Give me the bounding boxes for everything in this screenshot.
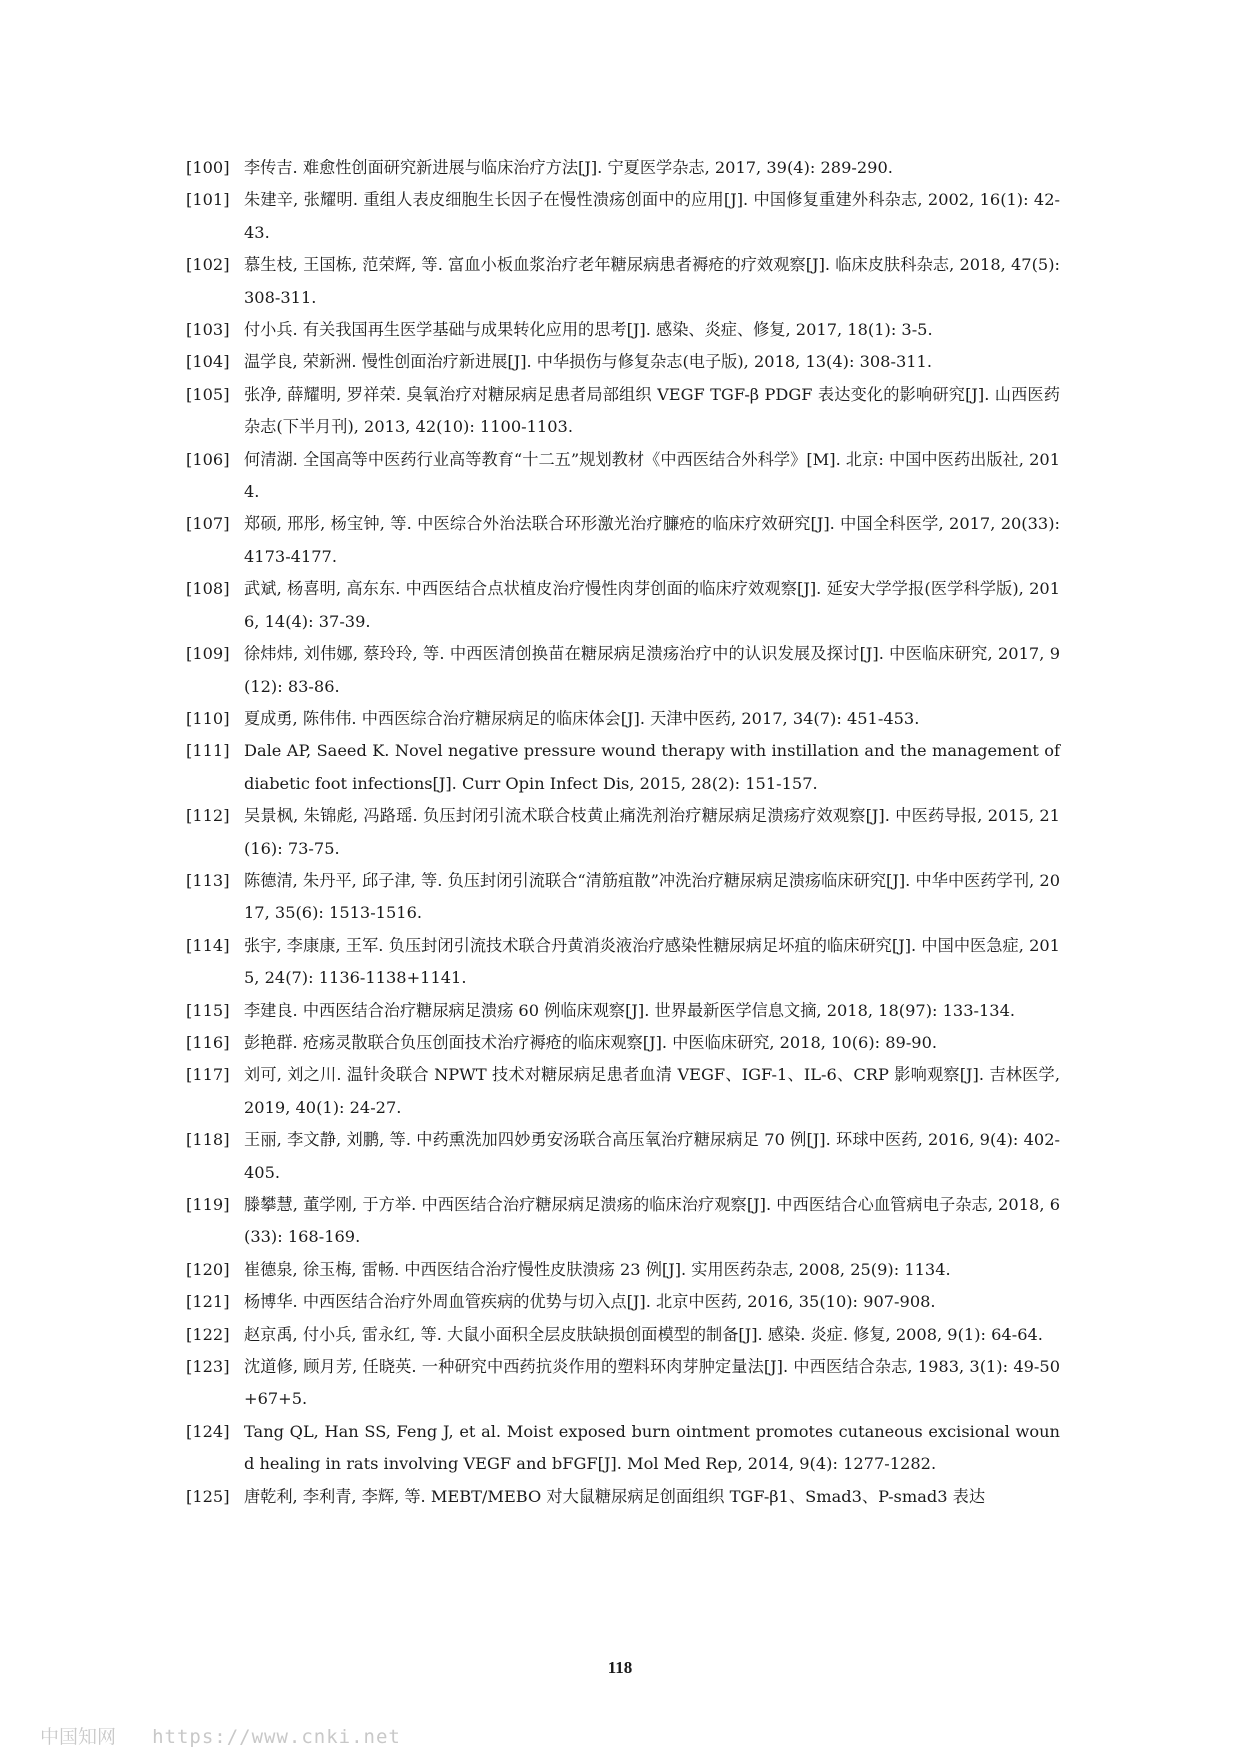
reference-text: 温学良, 荣新洲. 慢性创面治疗新进展[J]. 中华损伤与修复杂志(电子版), 2018, 13(4): 308-311. xyxy=(244,352,932,372)
reference-number: [123] xyxy=(186,1357,230,1377)
reference-item xyxy=(186,508,1060,573)
reference-text: 刘可, 刘之川. 温针灸联合 NPWT 技术对糖尿病足患者血清 VEGF、IGF-1、IL-6、CRP 影响观察[J]. 吉林医学, 2019, 40(1): 24-27. xyxy=(244,1065,1060,1117)
reference-item xyxy=(186,1124,1060,1189)
watermark xyxy=(40,1722,401,1749)
reference-text: 赵京禹, 付小兵, 雷永红, 等. 大鼠小面积全层皮肤缺损创面模型的制备[J]. 感染. 炎症. 修复, 2008, 9(1): 64-64. xyxy=(244,1324,1043,1344)
reference-text: 付小兵. 有关我国再生医学基础与成果转化应用的思考[J]. 感染、炎症、修复, 2017, 18(1): 3-5. xyxy=(244,320,933,340)
reference-number: [106] xyxy=(186,449,230,469)
reference-item xyxy=(186,379,1060,444)
reference-number: [111] xyxy=(186,741,230,761)
reference-number: [107] xyxy=(186,514,230,534)
reference-item xyxy=(186,1416,1060,1481)
reference-item xyxy=(186,865,1060,930)
reference-list xyxy=(186,152,1060,1513)
reference-number: [114] xyxy=(186,935,230,955)
reference-item xyxy=(186,1189,1060,1254)
reference-text: 朱建辛, 张耀明. 重组人表皮细胞生长因子在慢性溃疡创面中的应用[J]. 中国修复重建外科杂志, 2002, 16(1): 42-43. xyxy=(244,190,1060,242)
reference-text: 何清湖. 全国高等中医药行业高等教育“十二五”规划教材《中西医结合外科学》[M]. 北京: 中国中医药出版社, 2014. xyxy=(244,449,1060,502)
reference-number: [120] xyxy=(186,1259,230,1279)
reference-text: 滕攀慧, 董学刚, 于方举. 中西医结合治疗糖尿病足溃疡的临床治疗观察[J]. 中西医结合心血管病电子杂志, 2018, 6(33): 168-169. xyxy=(244,1195,1060,1247)
reference-number: [121] xyxy=(186,1292,230,1312)
reference-text: 徐炜炜, 刘伟娜, 蔡玲玲, 等. 中西医清创换苗在糖尿病足溃疡治疗中的认识发展及探讨[J]. 中医临床研究, 2017, 9(12): 83-86. xyxy=(244,644,1060,696)
reference-text: 李建良. 中西医结合治疗糖尿病足溃疡 60 例临床观察[J]. 世界最新医学信息文摘, 2018, 18(97): 133-134. xyxy=(244,1000,1016,1020)
reference-item xyxy=(186,800,1060,865)
reference-number: [119] xyxy=(186,1195,230,1214)
reference-item xyxy=(186,573,1060,638)
reference-text: 郑硕, 邢彤, 杨宝钟, 等. 中医综合外治法联合环形激光治疗臁疮的临床疗效研究[J]. 中国全科医学, 2017, 20(33): 4173-4177. xyxy=(244,514,1060,566)
reference-number: [118] xyxy=(186,1130,230,1150)
reference-item xyxy=(186,1286,1060,1318)
reference-number: [100] xyxy=(186,158,230,177)
reference-number: [125] xyxy=(186,1486,230,1506)
reference-item xyxy=(186,930,1060,995)
reference-number: [122] xyxy=(186,1324,230,1344)
reference-number: [115] xyxy=(186,1000,230,1020)
reference-item xyxy=(186,249,1060,314)
reference-item xyxy=(186,1059,1060,1124)
reference-item xyxy=(186,152,1060,184)
reference-text: 吴景枫, 朱锦彪, 冯路瑶. 负压封闭引流术联合枝黄止痛洗剂治疗糖尿病足溃疡疗效观察[J]. 中医药导报, 2015, 21(16): 73-75. xyxy=(244,806,1060,858)
reference-text: 彭艳群. 疮疡灵散联合负压创面技术治疗褥疮的临床观察[J]. 中医临床研究, 2018, 10(6): 89-90. xyxy=(244,1032,938,1052)
reference-item xyxy=(186,703,1060,735)
reference-number: [117] xyxy=(186,1065,230,1085)
reference-text: 唐乾利, 李利青, 李辉, 等. MEBT/MEBO 对大鼠糖尿病足创面组织 TGF-β1、Smad3、P-smad3 表达 xyxy=(244,1486,986,1506)
reference-number: [116] xyxy=(186,1032,230,1052)
reference-text: 杨博华. 中西医结合治疗外周血管疾病的优势与切入点[J]. 北京中医药, 2016, 35(10): 907-908. xyxy=(244,1292,936,1312)
reference-text: Dale AP, Saeed K. Novel negative pressure wound therapy with instillation and the management of diabetic foot infections[J]. Curr Opin Infect Dis, 2015, 28(2): 151-157. xyxy=(244,741,1060,793)
reference-item xyxy=(186,995,1060,1027)
reference-item xyxy=(186,1351,1060,1416)
reference-item xyxy=(186,346,1060,378)
reference-item xyxy=(186,638,1060,703)
reference-item xyxy=(186,1319,1060,1351)
reference-number: [110] xyxy=(186,708,230,728)
reference-item xyxy=(186,1027,1060,1059)
reference-number: [108] xyxy=(186,579,230,599)
reference-number: [101] xyxy=(186,190,230,210)
reference-item xyxy=(186,735,1060,800)
reference-item xyxy=(186,184,1060,249)
reference-text: 沈道修, 顾月芳, 任晓英. 一种研究中西药抗炎作用的塑料环肉芽肿定量法[J]. 中西医结合杂志, 1983, 3(1): 49-50+67+5. xyxy=(244,1357,1060,1409)
watermark-brand: 中国知网 xyxy=(40,1726,117,1748)
reference-number: [113] xyxy=(186,870,230,890)
reference-item xyxy=(186,1481,1060,1513)
reference-text: 崔德泉, 徐玉梅, 雷畅. 中西医结合治疗慢性皮肤溃疡 23 例[J]. 实用医药杂志, 2008, 25(9): 1134. xyxy=(244,1259,951,1279)
page-number: 118 xyxy=(607,1658,633,1677)
reference-text: 慕生枝, 王国栋, 范荣辉, 等. 富血小板血浆治疗老年糖尿病患者褥疮的疗效观察[J]. 临床皮肤科杂志, 2018, 47(5): 308-311. xyxy=(244,255,1060,307)
reference-number: [104] xyxy=(186,352,230,372)
reference-number: [102] xyxy=(186,255,230,275)
reference-text: 武斌, 杨喜明, 高东东. 中西医结合点状植皮治疗慢性肉芽创面的临床疗效观察[J]. 延安大学学报(医学科学版), 2016, 14(4): 37-39. xyxy=(244,579,1060,631)
reference-number: [124] xyxy=(186,1421,230,1441)
reference-text: 张净, 薛耀明, 罗祥荣. 臭氧治疗对糖尿病足患者局部组织 VEGF TGF-β PDGF 表达变化的影响研究[J]. 山西医药杂志(下半月刊), 2013, 42(10): 1100-1103. xyxy=(244,384,1060,437)
reference-item xyxy=(186,314,1060,346)
reference-text: 王丽, 李文静, 刘鹏, 等. 中药熏洗加四妙勇安汤联合高压氧治疗糖尿病足 70 例[J]. 环球中医药, 2016, 9(4): 402-405. xyxy=(244,1130,1060,1182)
reference-text: 夏成勇, 陈伟伟. 中西医综合治疗糖尿病足的临床体会[J]. 天津中医药, 2017, 34(7): 451-453. xyxy=(244,708,920,728)
reference-item xyxy=(186,444,1060,509)
reference-item xyxy=(186,1254,1060,1286)
reference-number: [105] xyxy=(186,384,230,404)
watermark-url: https://www.cnki.net xyxy=(152,1726,401,1748)
reference-number: [112] xyxy=(186,806,230,826)
reference-number: [109] xyxy=(186,644,230,664)
reference-number: [103] xyxy=(186,320,230,340)
reference-text: 李传吉. 难愈性创面研究新进展与临床治疗方法[J]. 宁夏医学杂志, 2017, 39(4): 289-290. xyxy=(244,158,893,177)
reference-text: Tang QL, Han SS, Feng J, et al. Moist exposed burn ointment promotes cutaneous excisional wound healing in rats involving VEGF and bFGF[J]. Mol Med Rep, 2014, 9(4): 1277-1282. xyxy=(244,1421,1060,1474)
reference-text: 张宇, 李康康, 王军. 负压封闭引流技术联合丹黄消炎液治疗感染性糖尿病足坏疽的临床研究[J]. 中国中医急症, 2015, 24(7): 1136-1138+1141. xyxy=(244,935,1060,988)
reference-text: 陈德清, 朱丹平, 邱子津, 等. 负压封闭引流联合“清筋疽散”冲洗治疗糖尿病足溃疡临床研究[J]. 中华中医药学刊, 2017, 35(6): 1513-1516. xyxy=(244,870,1060,923)
